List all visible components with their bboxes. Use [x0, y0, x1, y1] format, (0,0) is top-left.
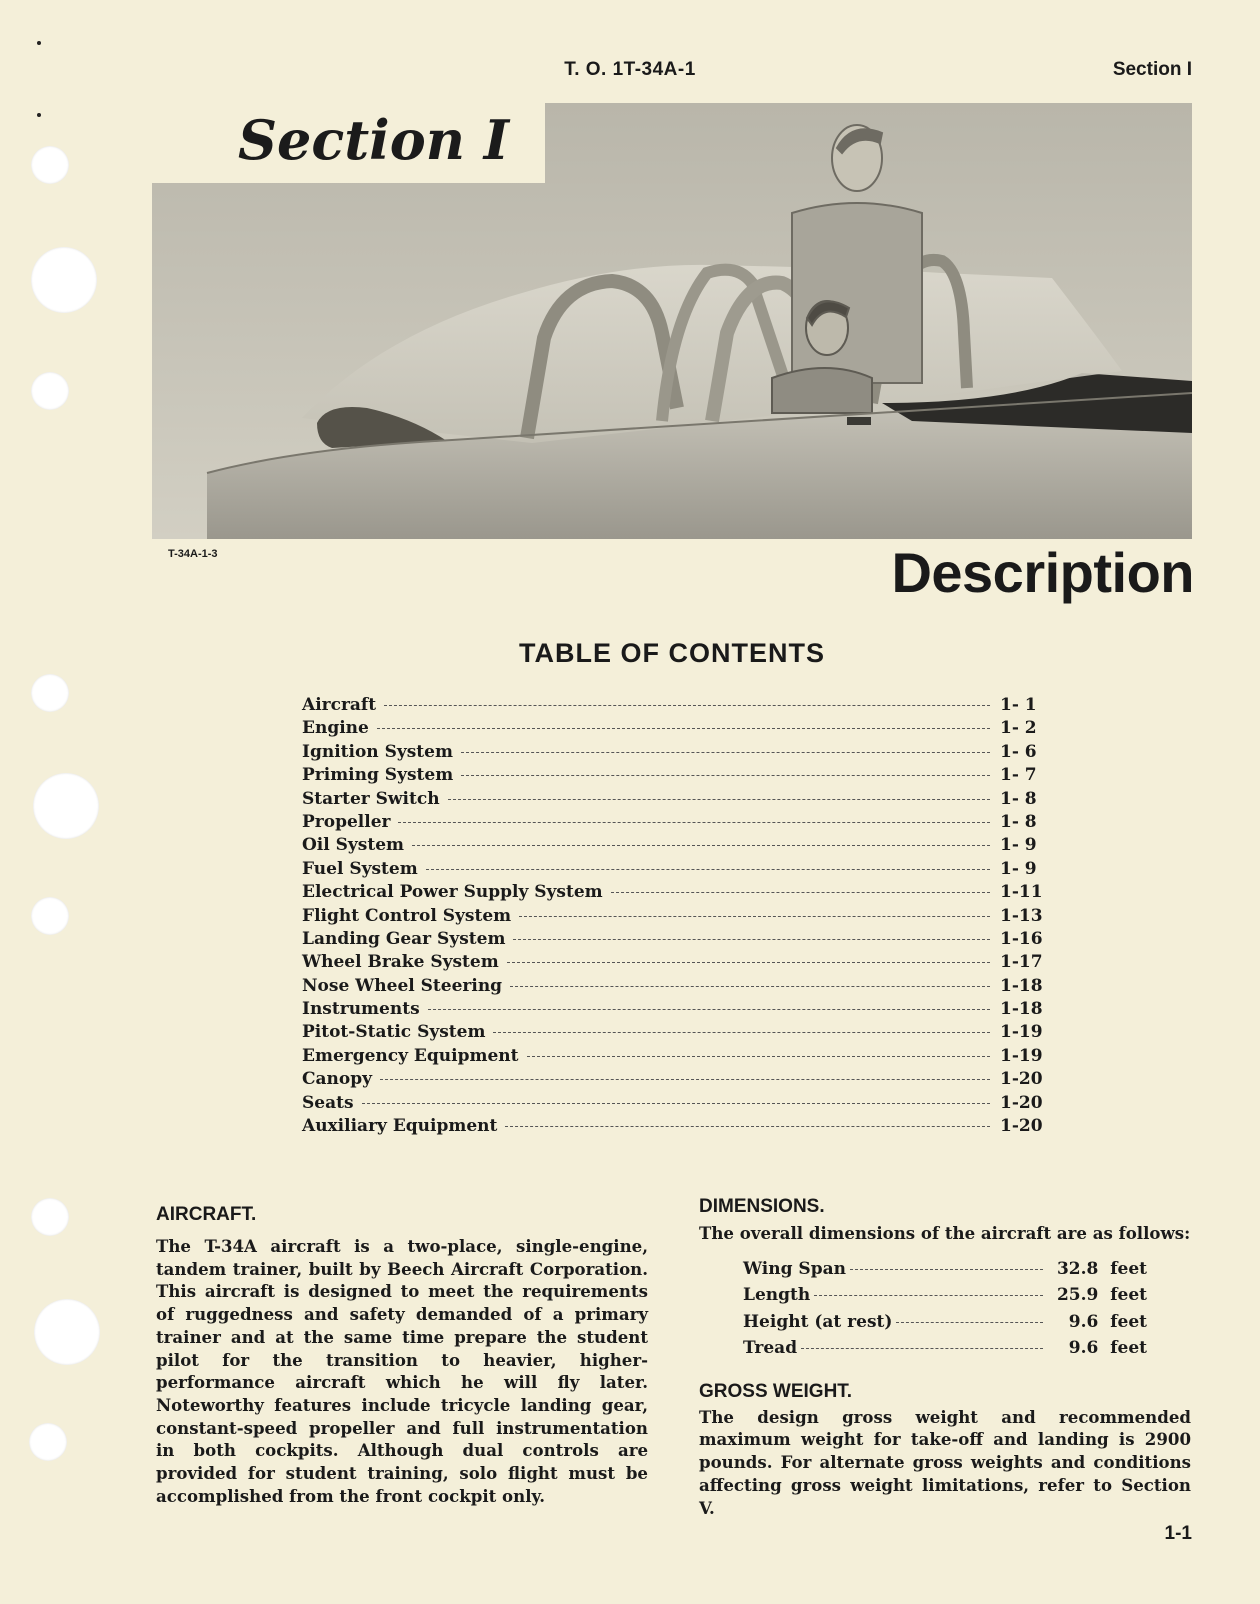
- toc-entry: [302, 1046, 1044, 1069]
- dimension-row: [743, 1285, 1147, 1312]
- dimension-leader: [801, 1348, 1043, 1349]
- toc-entry: [302, 906, 1044, 929]
- gross-weight-heading: GROSS WEIGHT.: [699, 1380, 853, 1402]
- toc-entry-label: Aircraft: [302, 695, 377, 715]
- toc-leader: [519, 916, 990, 917]
- toc-leader: [461, 775, 990, 776]
- toc-entry-label: Seats: [302, 1092, 354, 1113]
- dimensions-intro: The overall dimensions of the aircraft are as follows:: [699, 1223, 1191, 1243]
- toc-entry-label: Wheel Brake System: [302, 952, 499, 973]
- dimensions-heading: DIMENSIONS.: [699, 1196, 825, 1217]
- toc-entry-page: 1-16: [1000, 928, 1043, 949]
- dimension-label: Wing Span: [743, 1258, 846, 1279]
- toc-entry-page: 1- 2: [1000, 718, 1037, 739]
- toc-entry-label: Instruments: [302, 999, 420, 1020]
- toc-entry: [302, 929, 1044, 952]
- toc-entry-page: 1- 9: [1000, 858, 1037, 879]
- toc-entry: [302, 1116, 1044, 1139]
- figure-id: T-34A-1-3: [168, 548, 218, 560]
- toc-entry: [302, 859, 1044, 882]
- toc-entry-label: Fuel System: [302, 858, 418, 879]
- toc-entry-label: Nose Wheel Steering: [302, 975, 503, 996]
- binder-hole: [31, 674, 69, 712]
- toc-entry-page: 1- 8: [1000, 811, 1037, 832]
- toc-entry-label: Flight Control System: [302, 905, 512, 926]
- toc-leader: [380, 1079, 990, 1080]
- page-number: 1-1: [1164, 1523, 1192, 1544]
- toc-entry-page: 1-19: [1000, 1022, 1043, 1043]
- document-number: T. O. 1T-34A-1: [564, 59, 696, 80]
- toc-leader: [461, 752, 990, 753]
- toc-leader: [377, 728, 990, 729]
- toc-entry-page: 1-19: [1000, 1045, 1043, 1066]
- toc-leader: [448, 799, 990, 800]
- toc-entry: [302, 742, 1044, 765]
- toc-leader: [505, 1126, 990, 1127]
- binder-hole: [33, 773, 99, 839]
- toc-entry-page: 1-18: [1000, 975, 1043, 996]
- toc-leader: [510, 986, 990, 987]
- dimension-value: 9.6 feet: [1068, 1311, 1147, 1332]
- toc-entry-page: 1-20: [1000, 1116, 1043, 1137]
- toc-entry-page: 1-20: [1000, 1069, 1043, 1090]
- binder-hole: [31, 897, 69, 935]
- binder-hole: [29, 1423, 67, 1461]
- toc-entry-label: Auxiliary Equipment: [302, 1116, 498, 1137]
- dimension-label: Height (at rest): [743, 1311, 893, 1332]
- dimension-value: 32.8 feet: [1056, 1258, 1147, 1279]
- toc-entry: [302, 789, 1044, 812]
- aircraft-section: [156, 1204, 648, 1507]
- toc-entry-page: 1-13: [1000, 905, 1043, 926]
- dimension-leader: [814, 1295, 1043, 1296]
- margin-dot: [37, 41, 41, 45]
- toc-entry-page: 1- 9: [1000, 835, 1037, 856]
- toc-entry-page: 1- 8: [1000, 788, 1037, 809]
- toc-entry-page: 1-20: [1000, 1092, 1043, 1113]
- dimension-label: Length: [743, 1285, 811, 1306]
- toc-leader: [428, 1009, 990, 1010]
- toc-entry-page: 1-17: [1000, 952, 1043, 973]
- toc-entry-label: Starter Switch: [302, 788, 440, 809]
- toc-entry: [302, 1022, 1044, 1045]
- toc-entry: [302, 999, 1044, 1022]
- toc-entry-label: Oil System: [302, 835, 405, 856]
- toc-leader: [362, 1103, 990, 1104]
- aircraft-heading: AIRCRAFT.: [156, 1204, 257, 1225]
- toc-entry: [302, 835, 1044, 858]
- toc-title: TABLE OF CONTENTS: [519, 638, 825, 668]
- dimension-leader: [896, 1322, 1043, 1323]
- dimension-row: [743, 1259, 1147, 1286]
- toc-leader: [611, 892, 990, 893]
- toc-entry: [302, 718, 1044, 741]
- toc-entry-label: Emergency Equipment: [302, 1045, 519, 1066]
- margin-dot: [37, 113, 41, 117]
- toc-entry-page: 1-18: [1000, 999, 1043, 1020]
- toc-entry-label: Electrical Power Supply System: [302, 882, 603, 903]
- toc-entry: [302, 882, 1044, 905]
- toc-entry: [302, 695, 1044, 718]
- table-of-contents: [302, 695, 1044, 1139]
- section-title: Section I: [238, 108, 510, 172]
- toc-entry: [302, 1093, 1044, 1116]
- toc-entry-label: Pitot-Static System: [302, 1022, 486, 1043]
- specs-section: [699, 1196, 1191, 1519]
- dimension-leader: [850, 1269, 1043, 1270]
- toc-entry: [302, 765, 1044, 788]
- toc-entry: [302, 1069, 1044, 1092]
- dimension-label: Tread: [743, 1338, 798, 1359]
- toc-leader: [527, 1056, 991, 1057]
- toc-leader: [412, 845, 990, 846]
- dimension-value: 9.6 feet: [1068, 1338, 1147, 1359]
- aircraft-text: The T-34A aircraft is a two-place, single-engine, tandem trainer, built by Beech Aircraft Corporation. This aircraft is designed to meet the requirements of ruggedness and safety demanded of a primary trainer and at the same time prepare the student pilot for the transition to heavier, higher-performance aircraft which he will fly later. Noteworthy features include tricycle landing gear, constant-speed propeller and full instrumentation in both cockpits. Although dual controls are provided for student training, solo flight must be accomplished from the front cockpit only.: [156, 1236, 648, 1506]
- binder-hole: [31, 372, 69, 410]
- binder-hole: [34, 1299, 100, 1365]
- chapter-title: Description: [891, 541, 1194, 604]
- running-section-label: Section I: [1112, 59, 1192, 80]
- toc-leader: [513, 939, 990, 940]
- dimension-row: [743, 1338, 1147, 1365]
- binder-hole: [31, 146, 69, 184]
- toc-entry-label: Canopy: [302, 1069, 373, 1090]
- binder-hole: [31, 1198, 69, 1236]
- dimensions-list: [743, 1259, 1147, 1365]
- binder-hole: [31, 247, 97, 313]
- gross-weight-text: The design gross weight and recommended maximum weight for take-off and landing is 2900 pounds. For alternate gross weights and conditions affecting gross weight limitations, refer to Section V.: [699, 1406, 1191, 1518]
- dimension-row: [743, 1312, 1147, 1339]
- toc-leader: [493, 1032, 990, 1033]
- toc-entry-page: 1- 6: [1000, 741, 1037, 762]
- toc-entry-label: Propeller: [302, 811, 391, 832]
- dimension-value: 25.9 feet: [1056, 1285, 1147, 1306]
- toc-leader: [384, 705, 990, 706]
- toc-entry: [302, 952, 1044, 975]
- toc-entry-page: 1- 7: [1000, 765, 1037, 786]
- toc-entry-label: Engine: [302, 718, 369, 739]
- toc-entry-label: Ignition System: [302, 741, 453, 762]
- toc-entry-label: Landing Gear System: [302, 928, 506, 949]
- toc-leader: [426, 869, 990, 870]
- toc-leader: [398, 822, 990, 823]
- toc-leader: [507, 962, 990, 963]
- toc-entry-label: Priming System: [302, 765, 454, 786]
- toc-entry-page: 1- 1: [1000, 695, 1037, 715]
- toc-entry: [302, 812, 1044, 835]
- toc-entry: [302, 976, 1044, 999]
- toc-entry-page: 1-11: [1000, 882, 1043, 903]
